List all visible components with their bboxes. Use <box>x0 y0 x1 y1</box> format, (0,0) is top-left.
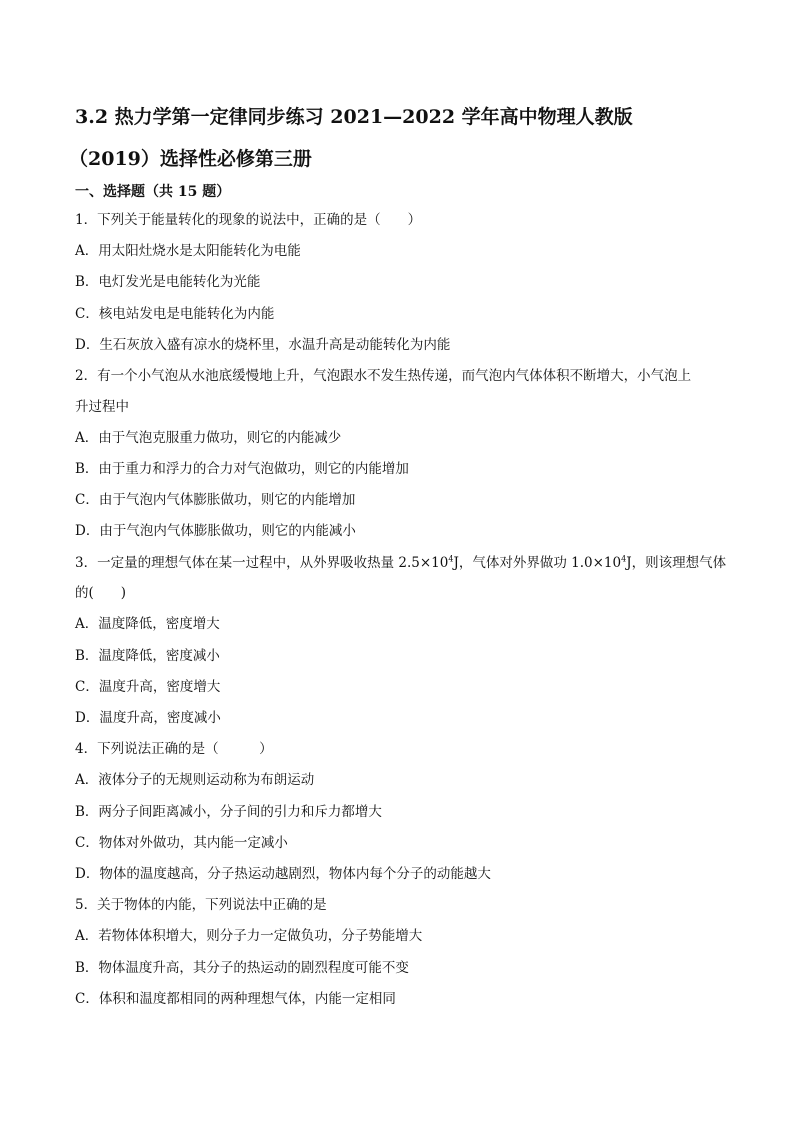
document-title-line-2: （2019）选择性必修第三册 <box>69 148 312 170</box>
question-3-option-a: A．温度降低，密度增大 <box>75 616 220 633</box>
question-1 <box>75 209 734 356</box>
question-5 <box>75 894 734 1010</box>
question-5-option-a: A．若物体体积增大，则分子力一定做负功，分子势能增大 <box>75 928 423 945</box>
question-1-stem: 1．下列关于能量转化的现象的说法中，正确的是（ ） <box>75 212 422 228</box>
question-3-stem-middle: J，气体对外界做功 1.0×10 <box>453 554 622 571</box>
question-1-option-c: C．核电站发电是电能转化为内能 <box>75 305 275 322</box>
question-3-exponent-1: 4 <box>448 554 454 564</box>
question-4-option-c: C．物体对外做功，其内能一定减小 <box>75 834 288 851</box>
question-3-stem-suffix: J，则该理想气体 <box>626 554 727 571</box>
document-title-line-1: 3.2 热力学第一定律同步练习 2021—2022 学年高中物理人教版 <box>75 106 633 128</box>
question-5-option-b: B．物体温度升高，其分子的热运动的剧烈程度可能不变 <box>75 959 409 976</box>
question-3-exponent-2: 4 <box>621 554 627 564</box>
question-3-stem-line-1 <box>75 552 734 574</box>
question-4-stem: 4．下列说法正确的是（ ） <box>75 741 273 758</box>
question-2-option-a: A．由于气泡克服重力做功，则它的内能减少 <box>75 429 342 446</box>
question-4-option-a: A．液体分子的无规则运动称为布朗运动 <box>75 772 315 789</box>
question-2-option-c: C．由于气泡内气体膨胀做功，则它的内能增加 <box>75 492 356 509</box>
question-2-stem-line-1: 2．有一个小气泡从水池底缓慢地上升，气泡跟水不发生热传递，而气泡内气体体积不断增大，小气泡上 <box>75 367 692 384</box>
question-3-stem-prefix: 3．一定量的理想气体在某一过程中，从外界吸收热量 2.5×10 <box>75 554 449 571</box>
question-2-stem-line-2: 升过程中 <box>75 398 129 415</box>
question-2-option-d: D．由于气泡内气体膨胀做功，则它的内能减小 <box>75 523 356 540</box>
question-3-stem-line-2: 的( ) <box>75 585 127 602</box>
question-3 <box>75 552 734 729</box>
question-3-option-d: D．温度升高，密度减小 <box>75 710 221 726</box>
question-4-option-d: D．物体的温度越高，分子热运动越剧烈，物体内每个分子的动能越大 <box>75 865 491 882</box>
question-5-stem: 5．关于物体的内能，下列说法中正确的是 <box>75 897 327 914</box>
question-5-option-c: C．体积和温度都相同的两种理想气体，内能一定相同 <box>75 990 396 1007</box>
question-1-option-d: D．生石灰放入盛有凉水的烧杯里，水温升高是动能转化为内能 <box>75 336 451 353</box>
question-2-option-b: B．由于重力和浮力的合力对气泡做功，则它的内能增加 <box>75 461 409 477</box>
question-3-option-b: B．温度降低，密度减小 <box>75 647 220 664</box>
question-1-option-a: A．用太阳灶烧水是太阳能转化为电能 <box>75 243 301 260</box>
question-4-option-b: B．两分子间距离减小，分子间的引力和斥力都增大 <box>75 803 382 820</box>
question-2 <box>75 365 734 542</box>
question-1-option-b: B．电灯发光是电能转化为光能 <box>75 274 261 291</box>
question-4 <box>75 738 734 885</box>
section-heading: 一、选择题（共 15 题） <box>75 184 231 200</box>
question-3-option-c: C．温度升高，密度增大 <box>75 678 221 695</box>
